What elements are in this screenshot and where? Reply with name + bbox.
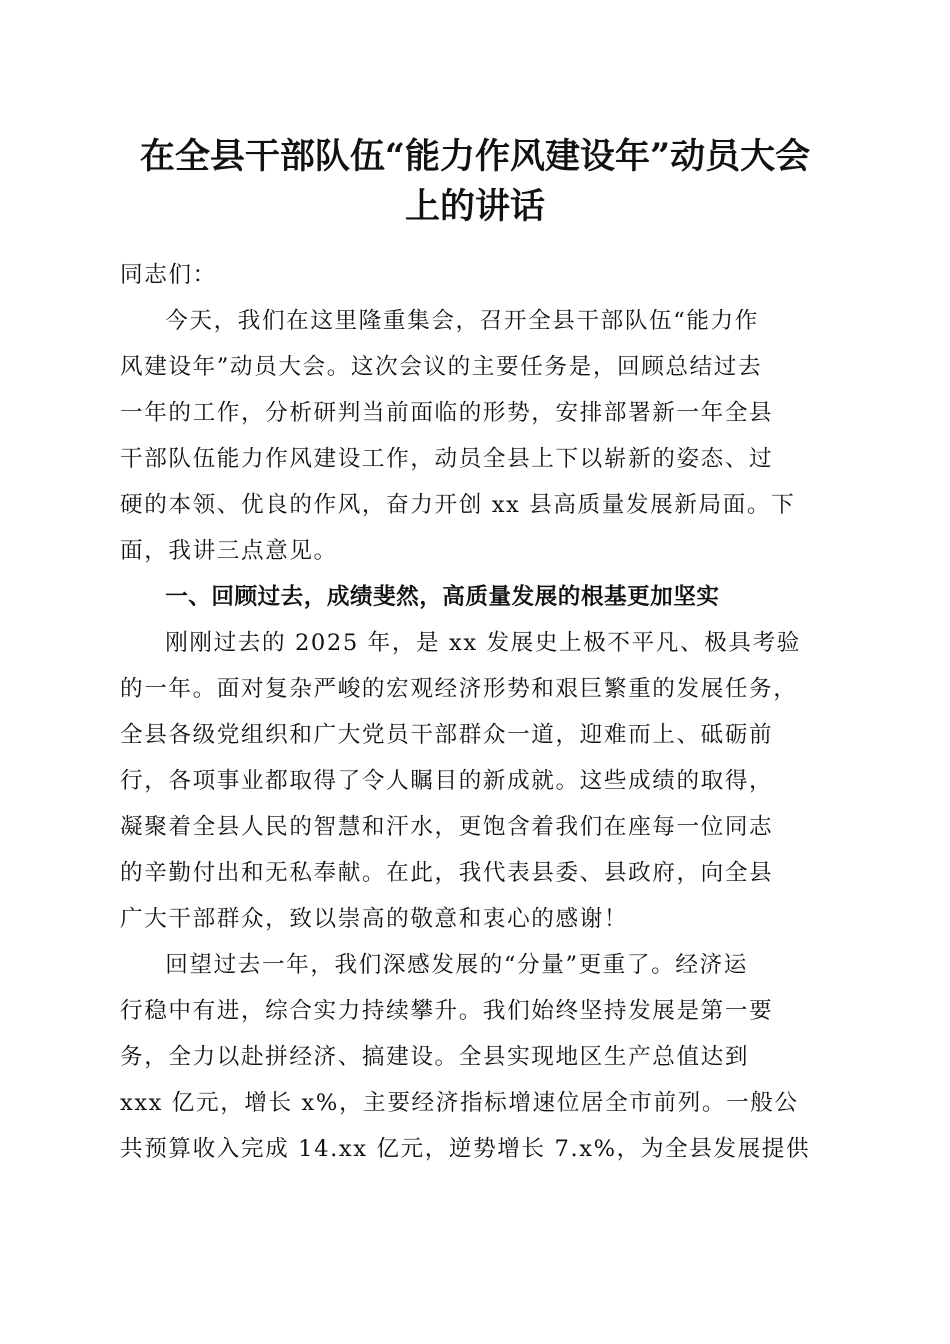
text-line: 行稳中有进，综合实力持续攀升。我们始终坚持发展是第一要 [120, 998, 774, 1024]
text-line: 干部队伍能力作风建设工作，动员全县上下以崭新的姿态、过 [120, 446, 774, 472]
text-line: 一年的工作，分析研判当前面临的形势，安排部署新一年全县 [120, 400, 774, 426]
text-line: 风建设年”动员大会。这次会议的主要任务是，回顾总结过去 [120, 354, 763, 380]
paragraph-intro [120, 298, 824, 574]
text-line: 全县各级党组织和广大党员干部群众一道，迎难而上、砥砺前 [120, 722, 774, 748]
text-line: 回望过去一年，我们深感发展的“分量”更重了。经济运 [165, 952, 748, 978]
text-line: 硬的本领、优良的作风，奋力开创 xx 县高质量发展新局面。下 [120, 492, 796, 518]
document-body [120, 252, 824, 1172]
text-line: 的一年。面对复杂严峻的宏观经济形势和艰巨繁重的发展任务， [120, 676, 798, 702]
title-line-2: 上的讲话 [404, 186, 545, 227]
text-line: 务，全力以赴拼经济、搞建设。全县实现地区生产总值达到 [120, 1044, 750, 1070]
text-line: 行，各项事业都取得了令人瞩目的新成就。这些成绩的取得， [120, 768, 774, 794]
section-heading-1: 一、回顾过去，成绩斐然，高质量发展的根基更加坚实 [165, 584, 720, 610]
text-line: 的辛勤付出和无私奉献。在此，我代表县委、县政府，向全县 [120, 860, 774, 886]
text-line: xxx 亿元，增长 x%，主要经济指标增速位居全市前列。一般公 [120, 1090, 799, 1116]
document-title [110, 132, 840, 232]
text-line: 广大干部群众，致以崇高的敬意和衷心的感谢！ [120, 906, 629, 932]
text-line: 共预算收入完成 14.xx 亿元，逆势增长 7.x%，为全县发展提供 [120, 1136, 811, 1162]
paragraph-economy [120, 942, 824, 1172]
text-line: 面，我讲三点意见。 [120, 538, 338, 564]
text-line: 刚刚过去的 2025 年，是 xx 发展史上极不平凡、极具考验 [165, 630, 801, 656]
paragraph-review [120, 620, 824, 942]
salutation: 同志们： [120, 262, 217, 288]
text-line: 今天，我们在这里隆重集会，召开全县干部队伍“能力作 [165, 308, 759, 334]
text-line: 凝聚着全县人民的智慧和汗水，更饱含着我们在座每一位同志 [120, 814, 774, 840]
title-line-1: 在全县干部队伍“能力作风建设年”动员大会 [139, 136, 811, 177]
